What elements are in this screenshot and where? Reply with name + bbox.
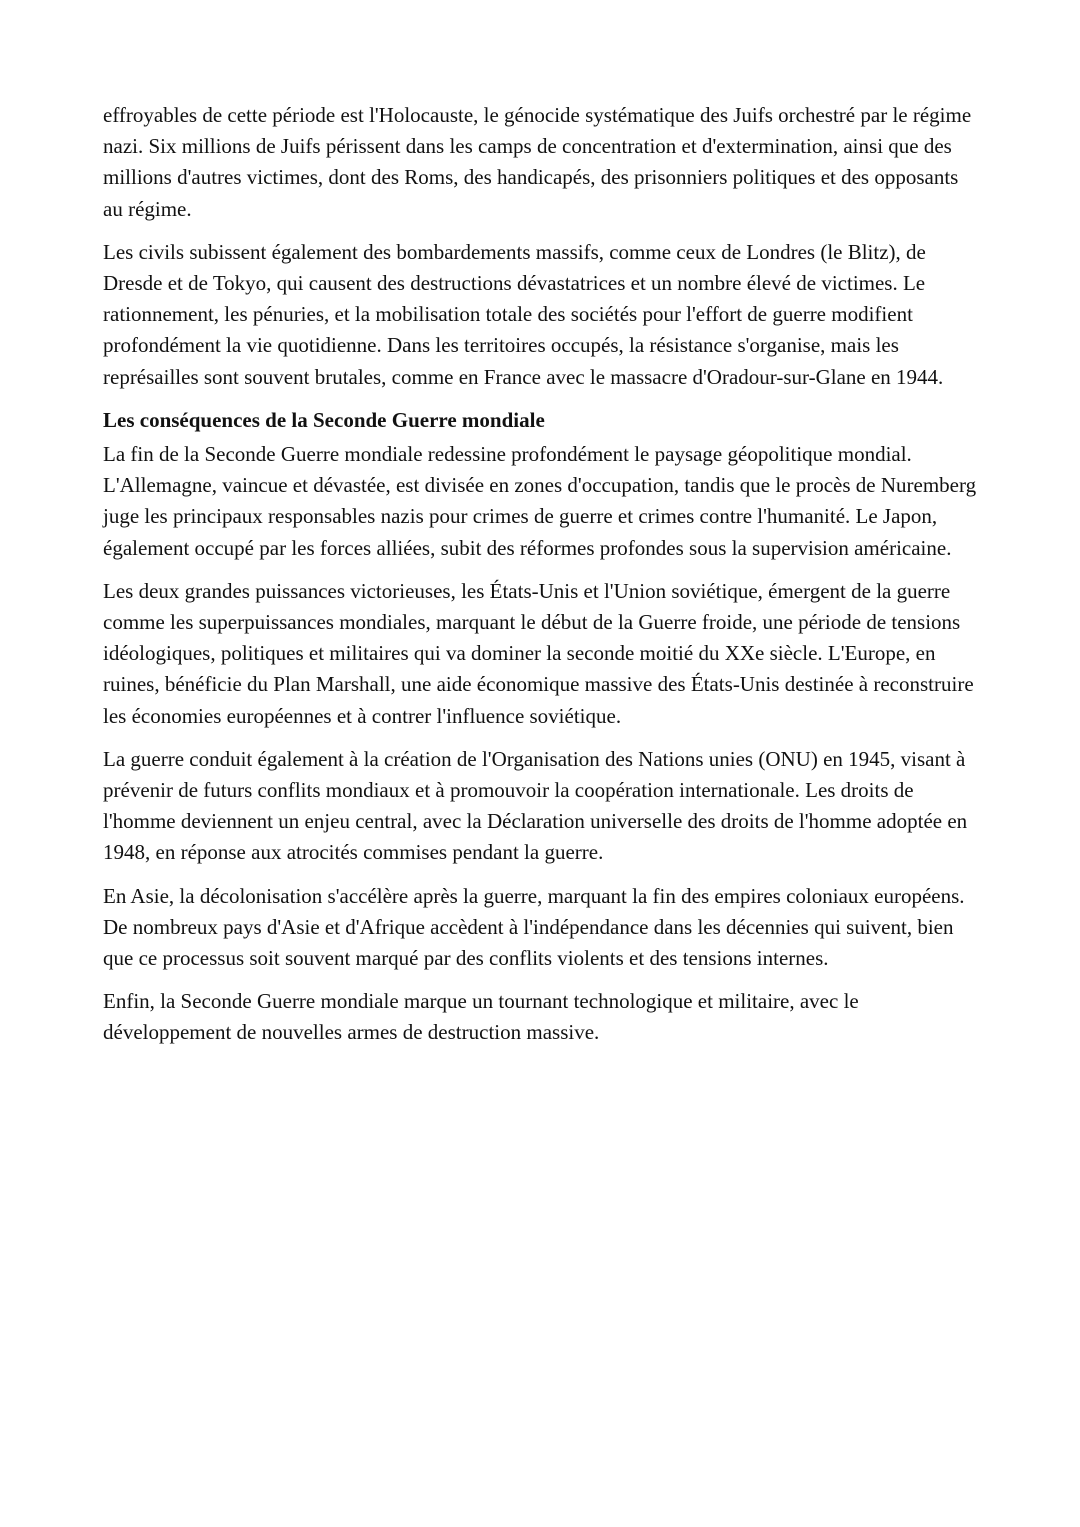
paragraph-decolonisation: En Asie, la décolonisation s'accélère après la guerre, marquant la fin des empires coloniaux européens. De nombreux pays d'Asie et d'Afrique accèdent à l'indépendance dans les décennies qui suivent, bien que ce processus soit souvent marqué par des conflits violents et des tensions internes.	[103, 883, 965, 971]
paragraph-civilians: Les civils subissent également des bombardements massifs, comme ceux de Londres (le Blitz), de Dresde et de Tokyo, qui causent des destructions dévastatrices et un nombre élevé de victimes. Le rationnement, les pénuries, et la mobilisation totale des sociétés pour l'effort de guerre modifient profondément la vie quotidienne. Dans les territoires occupés, la résistance s'organise, mais les représailles sont souvent brutales, comme en France avec le massacre d'Oradour-sur-Glane en 1944.	[103, 239, 944, 389]
paragraph-superpowers: Les deux grandes puissances victorieuses, les États-Unis et l'Union soviétique, émergent de la guerre comme les superpuissances mondiales, marquant le début de la Guerre froide, une période de tensions idéologiques, politiques et militaires qui va dominer la seconde moitié du XXe siècle. L'Europe, en ruines, bénéficie du Plan Marshall, une aide économique massive des États-Unis destinée à reconstruire les économies européennes et à contrer l'influence soviétique.	[103, 578, 974, 728]
section-heading-consequences: Les conséquences de la Seconde Guerre mondiale	[103, 407, 545, 432]
paragraph-holocaust: effroyables de cette période est l'Holocauste, le génocide systématique des Juifs orchestré par le régime nazi. Six millions de Juifs périssent dans les camps de concentration et d'extermination, ainsi que des millions d'autres victimes, dont des Roms, des handicapés, des prisonniers politiques et des opposants au régime.	[103, 103, 972, 221]
document-page	[103, 100, 983, 1061]
paragraph-technology: Enfin, la Seconde Guerre mondiale marque un tournant technologique et militaire, avec le développement de nouvelles armes de destruction massive.	[103, 989, 859, 1045]
paragraph-onu: La guerre conduit également à la création de l'Organisation des Nations unies (ONU) en 1945, visant à prévenir de futurs conflits mondiaux et à promouvoir la coopération internationale. Les droits de l'homme deviennent un enjeu central, avec la Déclaration universelle des droits de l'homme adoptée en 1948, en réponse aux atrocités commises pendant la guerre.	[103, 746, 968, 865]
paragraph-end-of-war: La fin de la Seconde Guerre mondiale redessine profondément le paysage géopolitique mondial. L'Allemagne, vaincue et dévastée, est divisée en zones d'occupation, tandis que le procès de Nuremberg juge les principaux responsables nazis pour crimes de guerre et crimes contre l'humanité. Le Japon, également occupé par les forces alliées, subit des réformes profondes sous la supervision américaine.	[103, 442, 977, 560]
